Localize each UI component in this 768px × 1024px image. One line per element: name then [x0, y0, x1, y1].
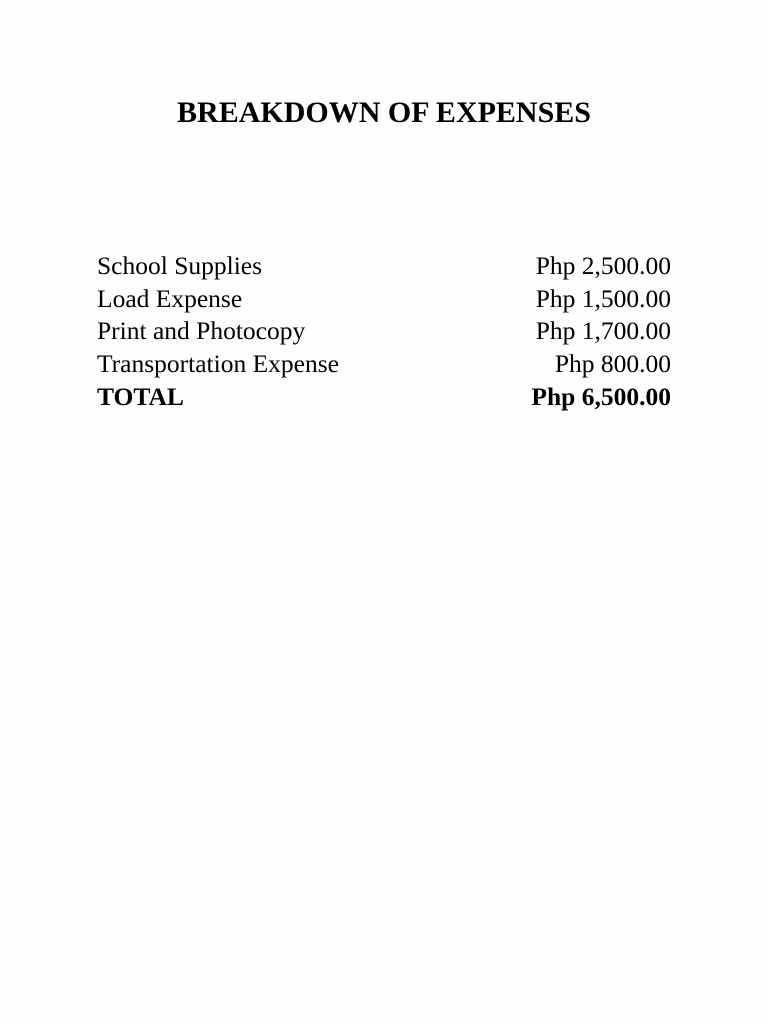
total-amount: Php 6,500.00: [531, 381, 671, 411]
expense-table: [97, 250, 671, 414]
expense-amount: Php 1,700.00: [535, 316, 671, 346]
expense-item: School Supplies: [97, 251, 263, 280]
table-row: [97, 315, 671, 348]
total-row: [97, 381, 671, 414]
expense-item: Print and Photocopy: [97, 316, 306, 346]
table-row: [97, 283, 671, 316]
expense-item: Load Expense: [97, 283, 243, 313]
expense-amount: Php 800.00: [554, 349, 671, 379]
expense-amount: Php 2,500.00: [535, 251, 671, 280]
table-row: [97, 250, 671, 283]
document-title: BREAKDOWN OF EXPENSES: [177, 96, 591, 129]
expense-amount: Php 1,500.00: [535, 283, 671, 313]
table-row: [97, 348, 671, 381]
total-label: TOTAL: [97, 381, 184, 411]
expense-item: Transportation Expense: [97, 349, 339, 379]
